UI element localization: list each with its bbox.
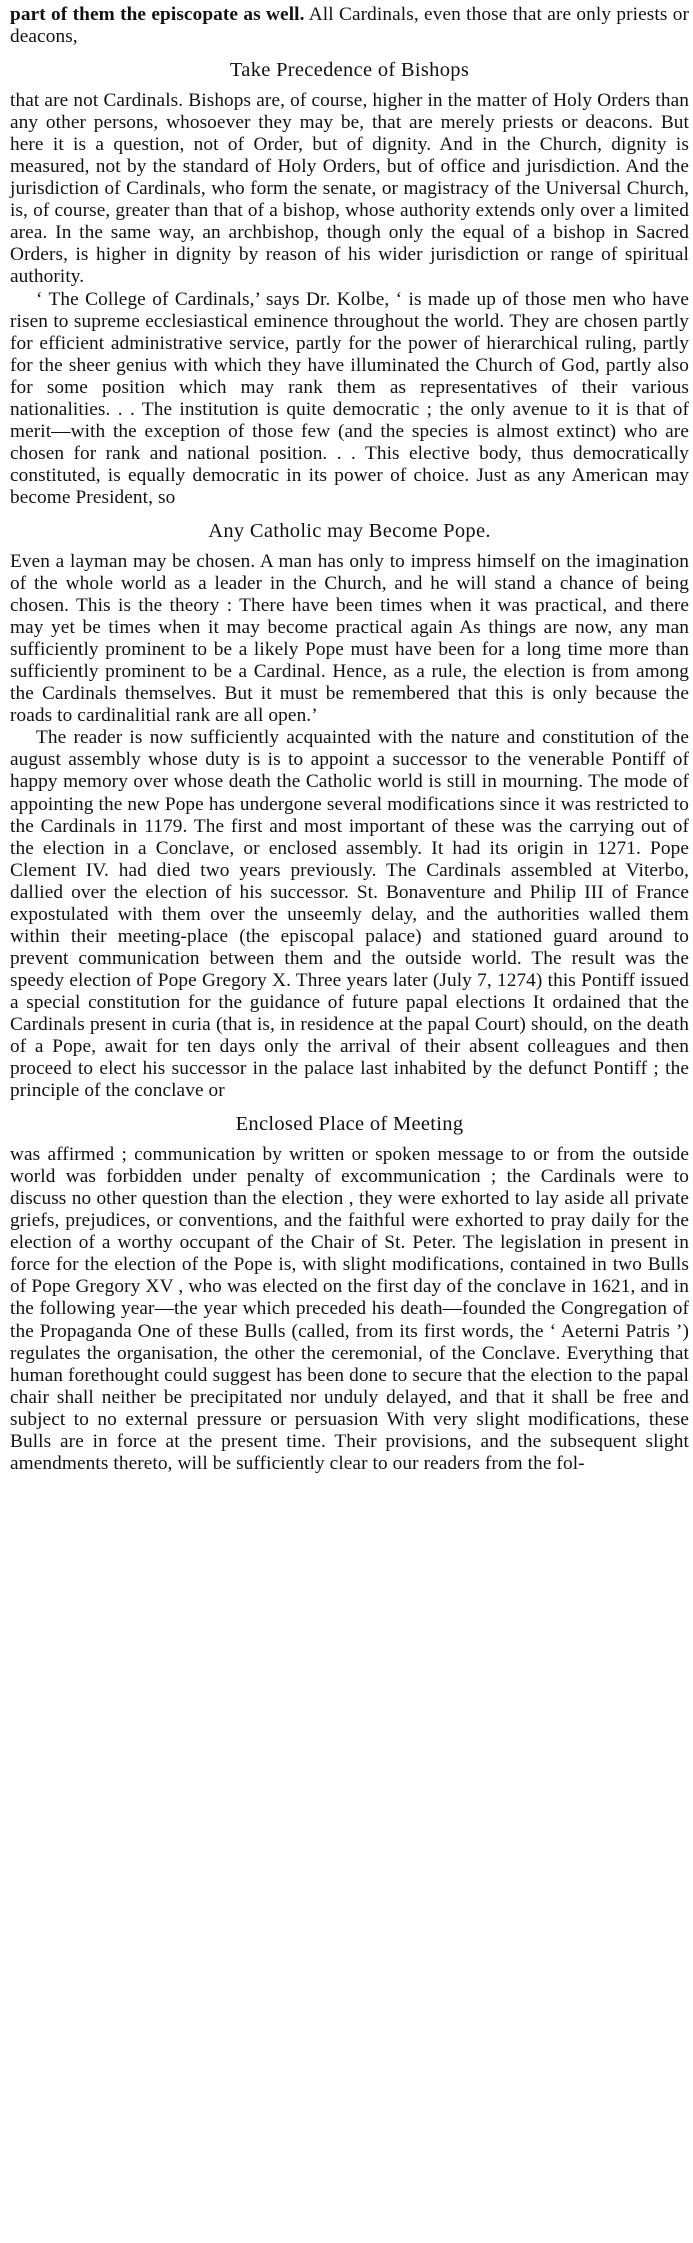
subheading-any-catholic: Any Catholic may Become Pope. [208, 519, 491, 542]
opening-text: All Cardinals, even those that are only priests or deacons, [10, 4, 689, 48]
paragraph-conclave-history: The reader is now sufficiently acquainted with the nature and constitution of the august assembly whose duty is is to appoint a successor to the venerable Pontiff of happy memory over whose death the Catholic world is still in mourning. The mode of appointing the new Pope has undergone several modifications since it was restricted to the Cardinals in 1179. The first and most important of these was the carrying out of the election in a Conclave, or enclosed assembly. It had its origin in 1271. Pope Clement IV. had died two years previously. The Cardinals assembled at Viterbo, dallied over the election of his successor. St. Bonaventure and Philip III of France expostulated with them over the unseemly delay, and the authorities walled them within their meeting-place (the episcopal palace) and stationed guard around to prevent communication between them and the outside world. The result was the speedy election of Pope Gregory X. Three years later (July 7, 1274) this Pontiff issued a special constitution for the guidance of future papal elections It ordained that the Cardinals present in curia (that is, in residence at the papal Court) should, on the death of a Pope, await for ten days only the arrival of their absent colleagues and then proceed to elect his successor in the palace last inhabited by the defunct Pontiff ; the principle of the conclave or [10, 727, 689, 1102]
subheading-precedence: Take Precedence of Bishops [229, 59, 470, 82]
paragraph-layman: Even a layman may be chosen. A man has only to impress himself on the imagination of the whole world as a leader in the Church, and he will stand a chance of being chosen. This is the theory : There have been times when it was practical, and there may yet be times when it may become practical again As things are now, any man sufficiently prominent to be a likely Pope must have been for a long time more than sufficiently prominent to be a Cardinal. Hence, as a rule, the election is from among the Cardinals themselves. But it must be remembered that this is only because the roads to cardinalitial rank are all open.’ [10, 550, 689, 727]
paragraph-bulls: was affirmed ; communication by written or spoken message to or from the outside world was forbidden under penalty of excommunication ; the Cardinals were to discuss no other question than the election , they were exhorted to lay aside all private griefs, prejudices, or conventions, and the faithful were exhorted to pray daily for the election of a worthy occupant of the Chair of St. Peter. The legislation in present in force for the election of the Pope is, with slight modifications, contained in two Bulls of Pope Gregory XV , who was elected on the first day of the conclave in 1621, and in the following year—the year which preceded his death—founded the Congregation of the Propaganda One of these Bulls (called, from its first words, the ‘ Aeterni Patris ’) regulates the organisation, the other the ceremonial, of the Conclave. Everything that human forethought could suggest has been done to secure that the election to the papal chair shall neither be precipitated nor unduly delayed, and that it shall be free and subject to no external pressure or persuasion With very slight modifications, these Bulls are in force at the present time. Their provisions, and the subsequent slight amendments thereto, will be sufficiently clear to our readers from the fol- [10, 1144, 689, 1474]
paragraph-opening [10, 4, 689, 48]
paragraph-kolbe-quote: ‘ The College of Cardinals,’ says Dr. Kolbe, ‘ is made up of those men who have risen to supreme ecclesiastical eminence throughout the world. They are chosen partly for efficient administrative service, partly for the power of hierarchical ruling, partly for the sheer genius with which they have illuminated the Church of God, partly also for some position which may rank them as representatives of their various nationalities. . . The institution is quite democratic ; the only avenue to it is that of merit—with the exception of those few (and the species is almost extinct) who are chosen for rank and national position. . . This elective body, thus democratically constituted, is equally democratic in its power of choice. Just as any American may become President, so [10, 288, 689, 508]
subheading-enclosed-place: Enclosed Place of Meeting [235, 1113, 464, 1136]
paragraph-bishops: that are not Cardinals. Bishops are, of course, higher in the matter of Holy Orders than any other persons, whosoever they may be, that are merely priests or deacons. But here it is a question, not of Order, but of dignity. And in the Church, dignity is measured, not by the standard of Holy Orders, but of office and jurisdiction. And the jurisdiction of Cardinals, who form the senate, or magistracy of the Universal Church, is, of course, greater than that of a bishop, whose authority extends only over a limited area. In the same way, an archbishop, though only the equal of a bishop in Sacred Orders, is higher in dignity by reason of his wider jurisdiction or range of spiritual authority. [10, 90, 689, 288]
opening-bold-text: part of them the episcopate as well. [10, 4, 305, 25]
